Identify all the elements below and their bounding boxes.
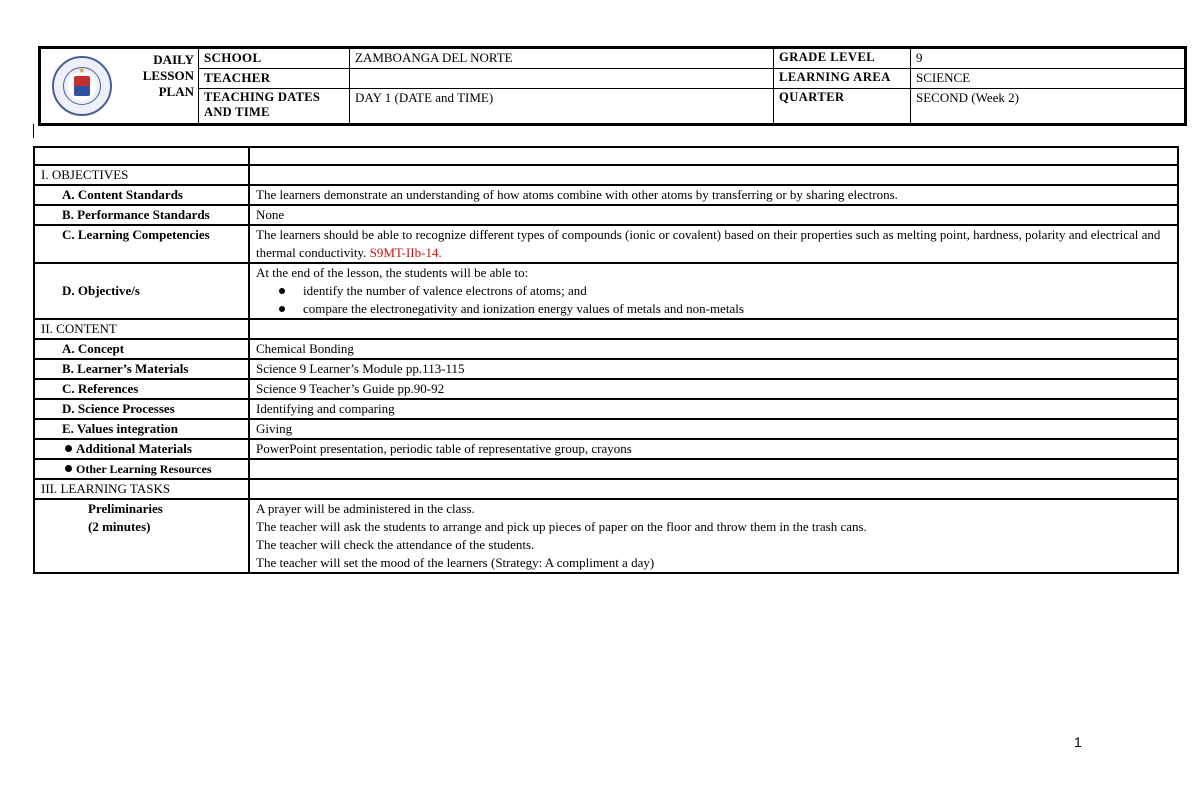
school-label: SCHOOL bbox=[199, 48, 350, 69]
dlp-line-3: PLAN bbox=[158, 84, 194, 99]
objectives-label: D. Objective/s bbox=[34, 263, 249, 319]
learning-tasks-heading: III. LEARNING TASKS bbox=[34, 479, 249, 499]
grade-level-label: GRADE LEVEL bbox=[774, 48, 911, 69]
dlp-line-1: DAILY bbox=[153, 52, 194, 67]
objectives-heading: I. OBJECTIVES bbox=[34, 165, 249, 185]
learning-competencies-cell bbox=[249, 225, 1178, 263]
table-row bbox=[34, 479, 1178, 499]
list-item: The teacher will set the mood of the learners (Strategy: A compliment a day) bbox=[256, 555, 655, 570]
header-table bbox=[38, 46, 1187, 126]
science-processes-label: D. Science Processes bbox=[34, 399, 249, 419]
blank-cell bbox=[34, 147, 249, 165]
teaching-dates-label-line1: TEACHING DATES bbox=[204, 90, 321, 104]
additional-materials-value: PowerPoint presentation, periodic table of representative group, crayons bbox=[249, 439, 1178, 459]
daily-lesson-plan-title bbox=[124, 48, 199, 125]
content-heading: II. CONTENT bbox=[34, 319, 249, 339]
teacher-value bbox=[350, 69, 774, 89]
deped-seal-icon: ★ bbox=[52, 56, 112, 116]
table-row bbox=[34, 499, 1178, 573]
list-item: The teacher will ask the students to arrange and pick up pieces of paper on the floor and throw them in the trash cans. bbox=[256, 519, 867, 534]
objectives-cell bbox=[249, 263, 1178, 319]
competency-code: S9MT-IIb-14. bbox=[369, 245, 442, 260]
list-item: identify the number of valence electrons of atoms; and bbox=[296, 282, 1171, 300]
list-item: A prayer will be administered in the class. bbox=[256, 501, 475, 516]
table-row bbox=[34, 165, 1178, 185]
quarter-value: SECOND (Week 2) bbox=[911, 89, 1186, 125]
table-row bbox=[34, 439, 1178, 459]
performance-standards-value: None bbox=[249, 205, 1178, 225]
references-value: Science 9 Teacher’s Guide pp.90-92 bbox=[249, 379, 1178, 399]
teaching-dates-label bbox=[199, 89, 350, 125]
content-standards-label: A. Content Standards bbox=[34, 185, 249, 205]
learners-materials-label: B. Learner’s Materials bbox=[34, 359, 249, 379]
other-resources-value bbox=[249, 459, 1178, 479]
performance-standards-label: B. Performance Standards bbox=[34, 205, 249, 225]
text-cursor bbox=[33, 124, 34, 138]
values-integration-label: E. Values integration bbox=[34, 419, 249, 439]
grade-level-value: 9 bbox=[911, 48, 1186, 69]
lesson-plan-table bbox=[33, 146, 1179, 574]
learning-area-label: LEARNING AREA bbox=[774, 69, 911, 89]
additional-materials-label: Additional Materials bbox=[76, 441, 192, 456]
blank-cell bbox=[249, 165, 1178, 185]
content-standards-value: The learners demonstrate an understanding of how atoms combine with other atoms by transferring or by sharing electrons. bbox=[249, 185, 1178, 205]
list-item: The teacher will check the attendance of the students. bbox=[256, 537, 535, 552]
table-row bbox=[34, 185, 1178, 205]
preliminaries-duration: (2 minutes) bbox=[88, 519, 151, 534]
other-resources-label-cell bbox=[34, 459, 249, 479]
school-value: ZAMBOANGA DEL NORTE bbox=[350, 48, 774, 69]
objectives-list bbox=[256, 282, 1171, 318]
dlp-line-2: LESSON bbox=[142, 68, 194, 83]
preliminaries-title: Preliminaries bbox=[88, 501, 163, 516]
blank-cell bbox=[249, 147, 1178, 165]
bullet-icon bbox=[65, 445, 72, 452]
table-row bbox=[34, 339, 1178, 359]
table-row bbox=[34, 263, 1178, 319]
table-row bbox=[34, 147, 1178, 165]
objectives-intro: At the end of the lesson, the students will be able to: bbox=[256, 265, 529, 280]
additional-materials-label-cell bbox=[34, 439, 249, 459]
learning-area-value: SCIENCE bbox=[911, 69, 1186, 89]
blank-cell bbox=[249, 479, 1178, 499]
list-item: compare the electronegativity and ionization energy values of metals and non-metals bbox=[296, 300, 1171, 318]
teaching-dates-label-line2: AND TIME bbox=[204, 105, 270, 119]
table-row bbox=[34, 205, 1178, 225]
values-integration-value: Giving bbox=[249, 419, 1178, 439]
table-row bbox=[34, 399, 1178, 419]
table-row bbox=[34, 319, 1178, 339]
teaching-dates-value: DAY 1 (DATE and TIME) bbox=[350, 89, 774, 125]
table-row bbox=[34, 419, 1178, 439]
page-number: 1 bbox=[1074, 734, 1082, 750]
concept-label: A. Concept bbox=[34, 339, 249, 359]
quarter-label: QUARTER bbox=[774, 89, 911, 125]
blank-cell bbox=[249, 319, 1178, 339]
learning-competencies-label: C. Learning Competencies bbox=[34, 225, 249, 263]
science-processes-value: Identifying and comparing bbox=[249, 399, 1178, 419]
learners-materials-value: Science 9 Learner’s Module pp.113-115 bbox=[249, 359, 1178, 379]
teacher-label: TEACHER bbox=[199, 69, 350, 89]
table-row bbox=[34, 359, 1178, 379]
bullet-icon bbox=[65, 465, 72, 472]
other-resources-label: Other Learning Resources bbox=[76, 462, 212, 476]
table-row bbox=[34, 379, 1178, 399]
preliminaries-label bbox=[34, 499, 249, 573]
table-row bbox=[34, 459, 1178, 479]
table-row bbox=[34, 225, 1178, 263]
deped-logo-cell bbox=[40, 48, 124, 125]
preliminaries-cell bbox=[249, 499, 1178, 573]
concept-value: Chemical Bonding bbox=[249, 339, 1178, 359]
references-label: C. References bbox=[34, 379, 249, 399]
learning-competencies-value: The learners should be able to recognize different types of compounds (ionic or covalent) based on their properties such as melting point, hardness, polarity and electrical and thermal conductivity. bbox=[256, 227, 1161, 260]
